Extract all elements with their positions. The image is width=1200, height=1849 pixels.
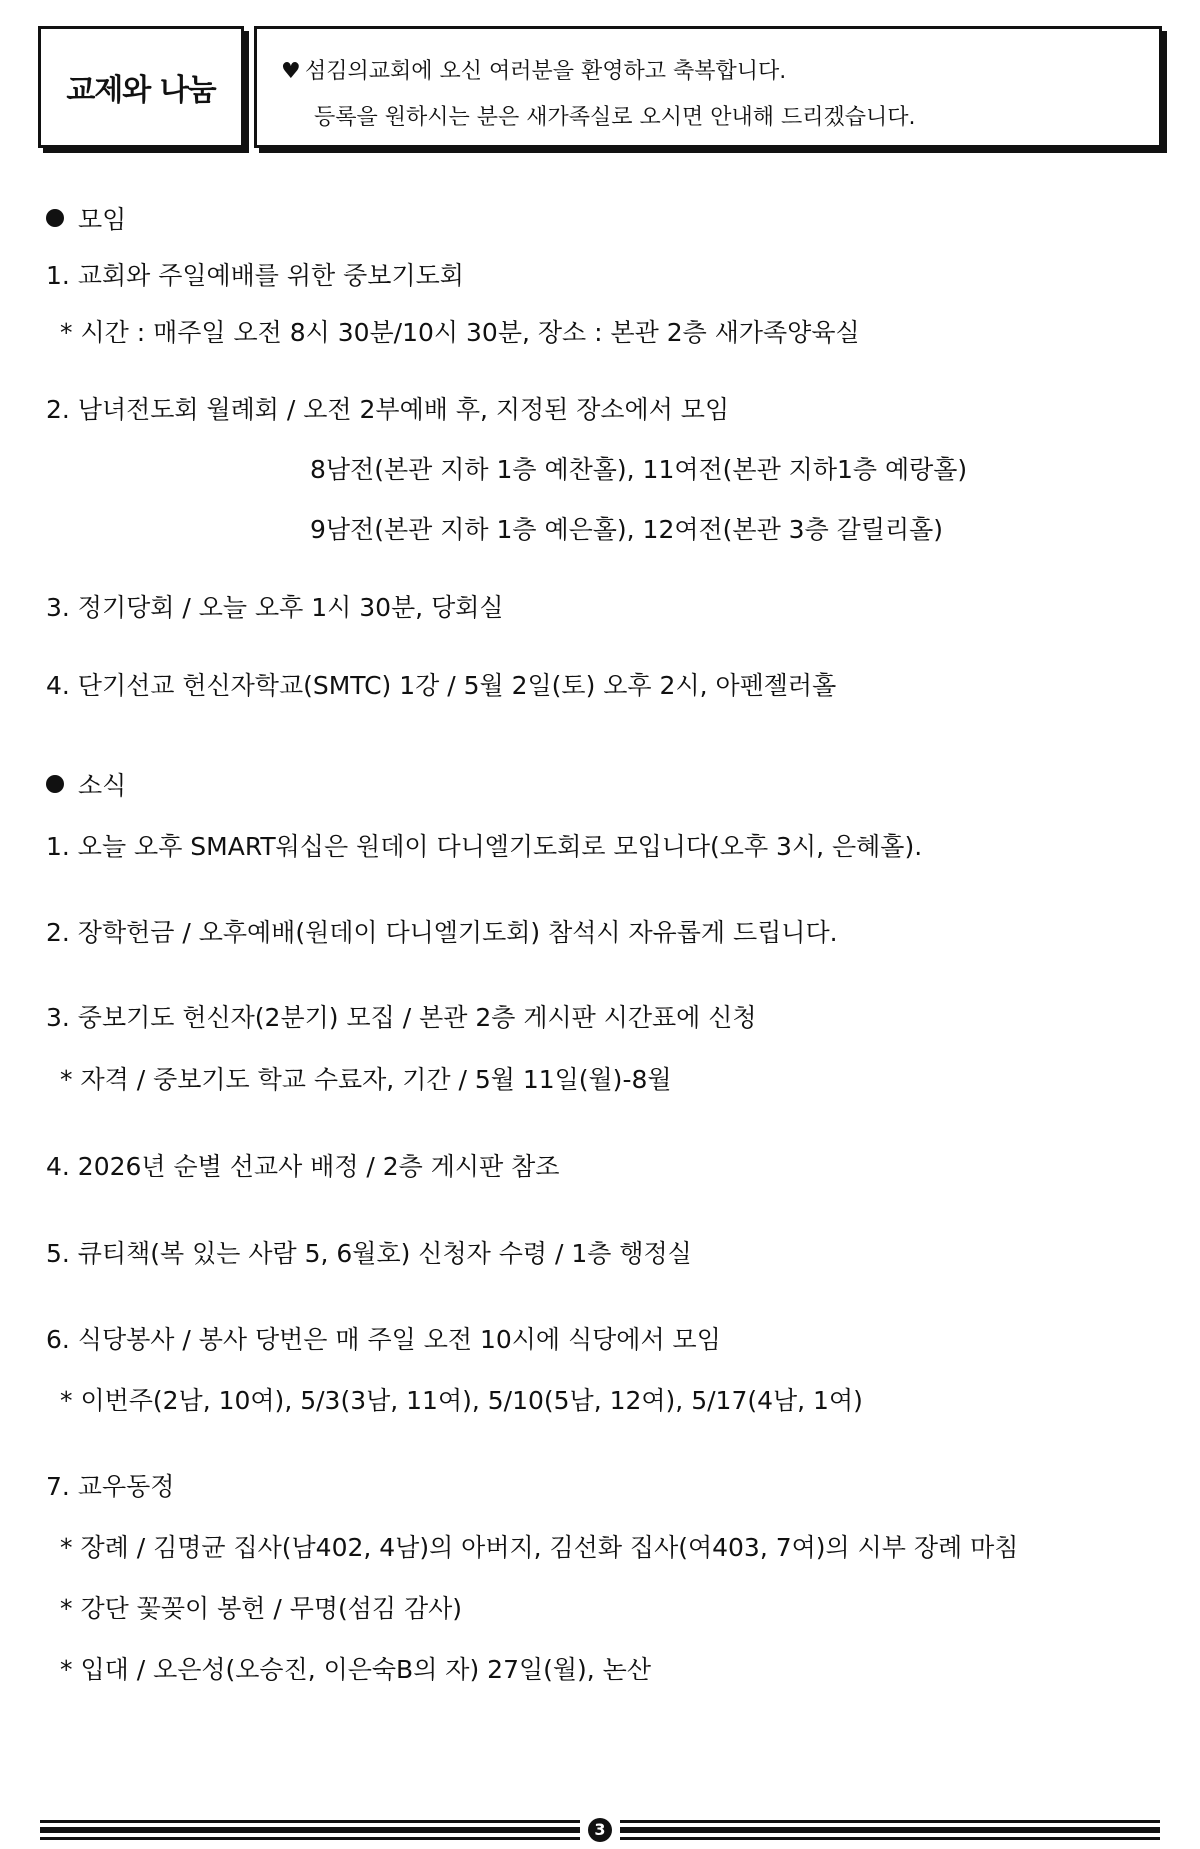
news-detail: * 자격 / 중보기도 학교 수료자, 기간 / 5월 11일(월)-8월 xyxy=(60,1065,672,1094)
news-detail: * 입대 / 오은성(오승진, 이은숙B의 자) 27일(월), 논산 xyxy=(60,1655,651,1684)
bullet-icon xyxy=(46,775,64,793)
page-number: 3 xyxy=(588,1818,612,1842)
bullet-icon xyxy=(46,209,64,227)
news-detail: * 강단 꽃꽂이 봉헌 / 무명(섬김 감사) xyxy=(60,1594,463,1623)
meeting-heading: 모임 xyxy=(46,200,126,236)
meeting-item: 4. 단기선교 헌신자학교(SMTC) 1강 / 5월 2일(토) 오후 2시, 아펜젤러홀 xyxy=(46,671,837,700)
news-item: 2. 장학헌금 / 오후예배(원데이 다니엘기도회) 참석시 자유롭게 드립니다. xyxy=(46,918,838,947)
heart-icon: ♥ xyxy=(281,59,301,84)
page-footer xyxy=(40,1820,1160,1840)
meeting-detail: * 시간 : 매주일 오전 8시 30분/10시 30분, 장소 : 본관 2층 새가족양육실 xyxy=(60,318,860,347)
welcome-box xyxy=(254,26,1162,148)
meeting-item: 3. 정기당회 / 오늘 오후 1시 30분, 당회실 xyxy=(46,593,504,622)
welcome-line-2: 등록을 원하시는 분은 새가족실로 오시면 안내해 드리겠습니다. xyxy=(314,105,916,130)
news-item: 6. 식당봉사 / 봉사 당번은 매 주일 오전 10시에 식당에서 모임 xyxy=(46,1325,721,1354)
section-title-box xyxy=(38,26,244,148)
news-item: 1. 오늘 오후 SMART워십은 원데이 다니엘기도회로 모입니다(오후 3시, 은혜홀). xyxy=(46,832,923,861)
section-title: 교제와 나눔 xyxy=(66,73,216,108)
meeting-detail: 9남전(본관 지하 1층 예은홀), 12여전(본관 3층 갈릴리홀) xyxy=(310,515,944,544)
footer-rule-right xyxy=(620,1820,1160,1840)
welcome-line-1: ♥ 섬김의교회에 오신 여러분을 환영하고 축복합니다. xyxy=(281,49,1159,95)
meeting-item: 2. 남녀전도회 월례회 / 오전 2부예배 후, 지정된 장소에서 모임 xyxy=(46,395,730,424)
meeting-detail: 8남전(본관 지하 1층 예찬홀), 11여전(본관 지하1층 예랑홀) xyxy=(310,455,968,484)
footer-rule-left xyxy=(40,1820,580,1840)
news-detail: * 이번주(2남, 10여), 5/3(3남, 11여), 5/10(5남, 12여), 5/17(4남, 1여) xyxy=(60,1386,863,1415)
news-item: 3. 중보기도 헌신자(2분기) 모집 / 본관 2층 게시판 시간표에 신청 xyxy=(46,1003,757,1032)
meeting-item: 1. 교회와 주일예배를 위한 중보기도회 xyxy=(46,261,464,290)
news-item: 7. 교우동정 xyxy=(46,1472,175,1501)
news-item: 5. 큐티책(복 있는 사람 5, 6월호) 신청자 수령 / 1층 행정실 xyxy=(46,1239,692,1268)
news-detail: * 장례 / 김명균 집사(남402, 4남)의 아버지, 김선화 집사(여403, 7여)의 시부 장례 마침 xyxy=(60,1533,1019,1562)
news-item: 4. 2026년 순별 선교사 배정 / 2층 게시판 참조 xyxy=(46,1152,560,1181)
news-heading: 소식 xyxy=(46,766,126,802)
